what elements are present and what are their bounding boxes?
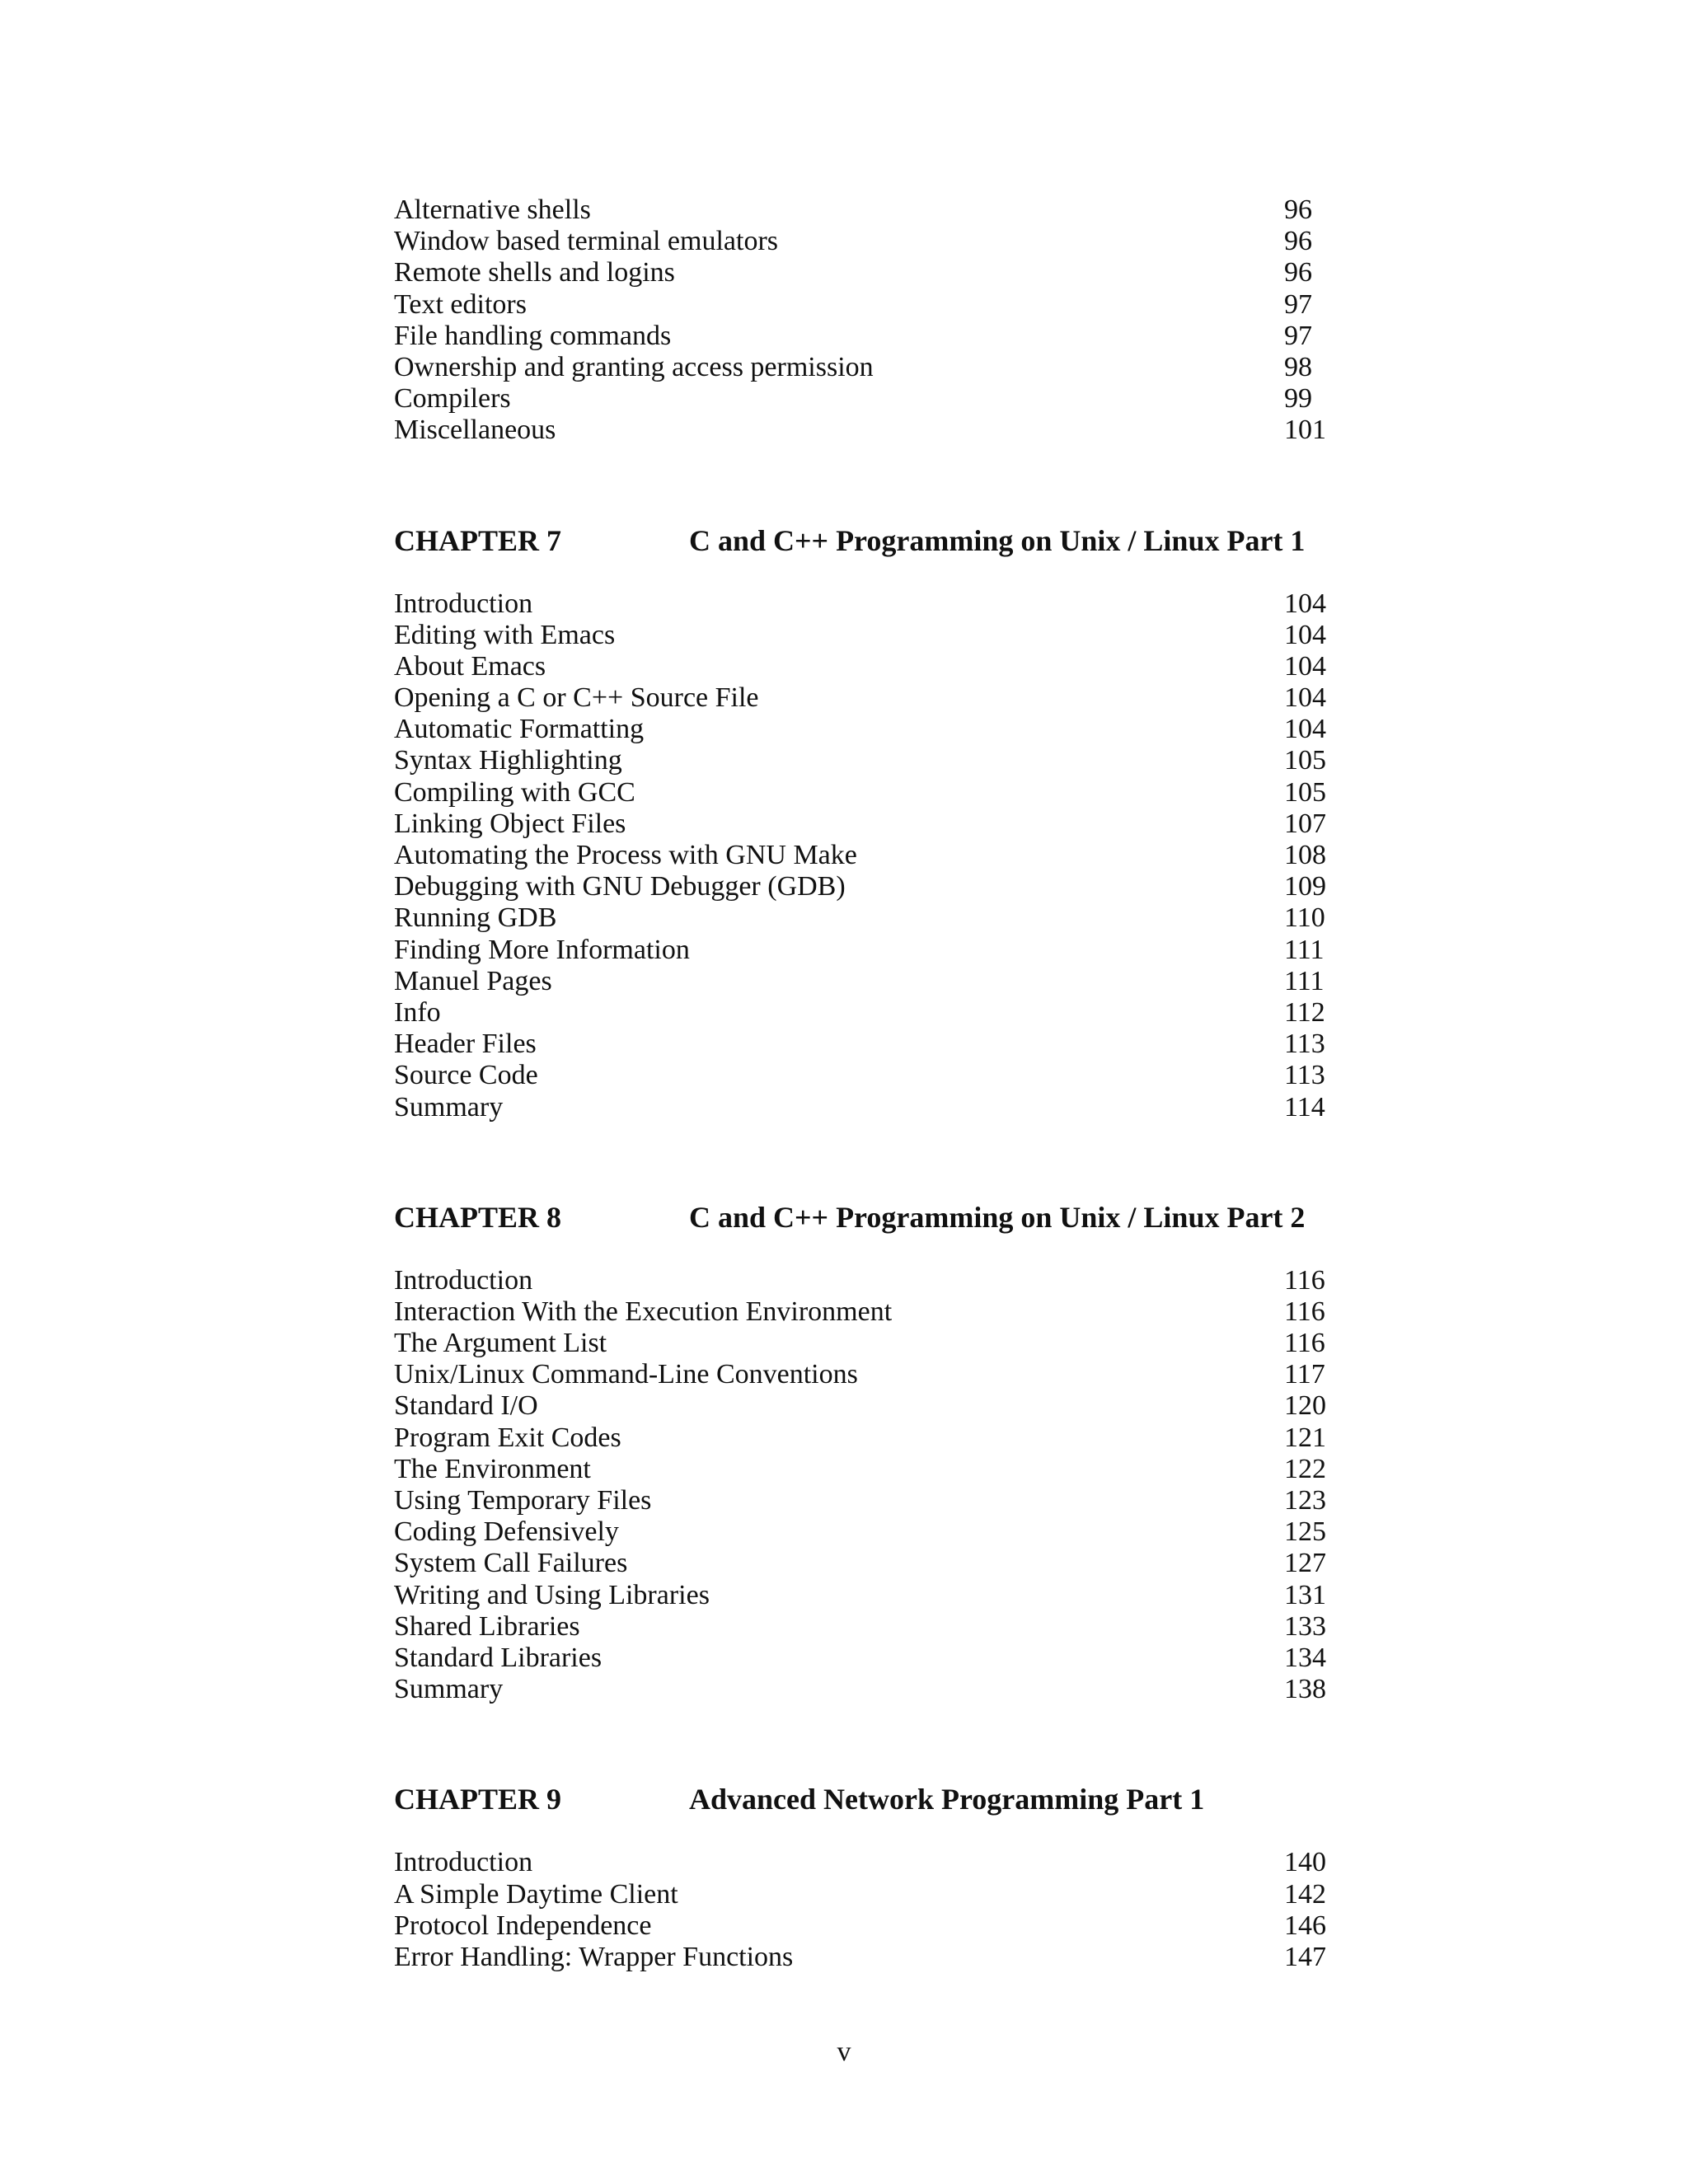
toc-entry-title: Automatic Formatting xyxy=(394,714,645,745)
toc-entry xyxy=(394,383,1327,415)
toc-entry-title: Standard I/O xyxy=(394,1390,538,1422)
chapter-label: CHAPTER 8 xyxy=(394,1200,562,1234)
toc-entry xyxy=(394,1422,1327,1454)
toc-entry xyxy=(394,1516,1327,1548)
toc-entry-page: 116 xyxy=(1284,1328,1325,1359)
page-number: v xyxy=(837,2036,851,2067)
toc-entry-page: 122 xyxy=(1284,1453,1326,1484)
chapter-title: Advanced Network Programming Part 1 xyxy=(689,1783,1205,1816)
toc-entry-title: Introduction xyxy=(394,1264,533,1296)
toc-entry-page: 113 xyxy=(1284,1029,1325,1060)
toc-entry xyxy=(394,808,1327,840)
toc-entry-title: Shared Libraries xyxy=(394,1610,580,1642)
toc-entry-title: Interaction With the Execution Environment xyxy=(394,1296,893,1327)
toc-entry xyxy=(394,966,1327,997)
toc-entry-title: Introduction xyxy=(394,1847,533,1878)
toc-entry-title: Syntax Highlighting xyxy=(394,745,622,776)
toc-entry-page: 111 xyxy=(1284,934,1325,965)
toc-entry-page: 138 xyxy=(1284,1674,1326,1705)
toc-entry xyxy=(394,902,1327,934)
toc-entry xyxy=(394,1548,1327,1579)
toc-entry xyxy=(394,682,1327,714)
section-spacer xyxy=(394,1234,1327,1265)
toc-entry-page: 111 xyxy=(1284,965,1325,996)
toc-entry xyxy=(394,1879,1327,1910)
toc-entry xyxy=(394,777,1327,808)
toc-entry xyxy=(394,194,1327,226)
toc-entry-title: Compiling with GCC xyxy=(394,776,635,808)
toc-entry xyxy=(394,840,1327,871)
toc-entry-title: Summary xyxy=(394,1091,504,1122)
toc-entry-title: Source Code xyxy=(394,1060,538,1091)
toc-entry xyxy=(394,1580,1327,1611)
toc-entry-title: Summary xyxy=(394,1674,504,1705)
toc-entry-page: 96 xyxy=(1284,226,1312,257)
toc-entry-page: 142 xyxy=(1284,1878,1326,1910)
toc-entry-page: 113 xyxy=(1284,1060,1325,1091)
toc-entry-page: 98 xyxy=(1284,351,1312,382)
toc-entry xyxy=(394,588,1327,620)
section-spacer xyxy=(394,1123,1327,1201)
toc-entry xyxy=(394,1611,1327,1643)
toc-entry-page: 110 xyxy=(1284,902,1325,934)
section-spacer xyxy=(394,447,1327,524)
toc-entry-title: Remote shells and logins xyxy=(394,257,675,288)
toc-entry-page: 105 xyxy=(1284,776,1326,808)
toc-entry-page: 101 xyxy=(1284,415,1326,446)
toc-entry xyxy=(394,620,1327,651)
toc-entry-page: 134 xyxy=(1284,1642,1326,1673)
toc-entry xyxy=(394,321,1327,352)
toc-entry-page: 146 xyxy=(1284,1910,1326,1941)
toc-entry-title: Ownership and granting access permission xyxy=(394,351,874,382)
toc-entry-title: A Simple Daytime Client xyxy=(394,1878,678,1910)
toc-entry-title: Error Handling: Wrapper Functions xyxy=(394,1941,794,1972)
toc-entry-page: 104 xyxy=(1284,619,1326,650)
section-spacer xyxy=(394,1816,1327,1847)
toc-entry-title: Linking Object Files xyxy=(394,808,626,839)
toc-entry xyxy=(394,1060,1327,1091)
toc-entry-page: 104 xyxy=(1284,650,1326,682)
toc-entry xyxy=(394,352,1327,383)
toc-entry xyxy=(394,1265,1327,1296)
toc-entry-page: 96 xyxy=(1284,257,1312,288)
toc-entry xyxy=(394,1359,1327,1390)
table-of-contents xyxy=(394,194,1327,1973)
toc-entry xyxy=(394,1847,1327,1878)
toc-entry xyxy=(394,226,1327,257)
toc-entry-page: 99 xyxy=(1284,383,1312,415)
toc-entry-title: Manuel Pages xyxy=(394,965,552,996)
toc-entry-title: File handling commands xyxy=(394,320,672,351)
chapter-label: CHAPTER 9 xyxy=(394,1783,562,1816)
toc-entry-title: Standard Libraries xyxy=(394,1642,603,1673)
toc-entry-page: 125 xyxy=(1284,1516,1326,1548)
toc-entry xyxy=(394,415,1327,446)
chapter-label: CHAPTER 7 xyxy=(394,523,562,557)
toc-entry-title: The Argument List xyxy=(394,1328,607,1359)
toc-entry xyxy=(394,1092,1327,1123)
toc-entry-title: Alternative shells xyxy=(394,194,591,225)
chapter-heading xyxy=(394,524,1327,557)
toc-entry-title: Compilers xyxy=(394,383,511,415)
toc-entry-page: 109 xyxy=(1284,871,1326,902)
section-spacer xyxy=(394,557,1327,588)
toc-entry-title: Coding Defensively xyxy=(394,1516,619,1548)
toc-entry xyxy=(394,1942,1327,1973)
toc-entry-page: 121 xyxy=(1284,1422,1326,1453)
toc-entry xyxy=(394,289,1327,321)
section-spacer xyxy=(394,1705,1327,1783)
chapter-title: C and C++ Programming on Unix / Linux Part 2 xyxy=(689,1200,1306,1234)
toc-entry-title: Using Temporary Files xyxy=(394,1485,652,1516)
toc-entry-title: Introduction xyxy=(394,588,533,619)
chapter-heading xyxy=(394,1783,1327,1816)
toc-entry-page: 147 xyxy=(1284,1941,1326,1972)
toc-entry-title: System Call Failures xyxy=(394,1548,628,1579)
chapter-heading xyxy=(394,1201,1327,1234)
toc-entry-title: Writing and Using Libraries xyxy=(394,1579,710,1610)
toc-entry-title: Automating the Process with GNU Make xyxy=(394,840,857,870)
toc-entry-title: Header Files xyxy=(394,1029,537,1060)
toc-entry-title: Program Exit Codes xyxy=(394,1422,621,1453)
toc-entry xyxy=(394,745,1327,776)
toc-entry-page: 97 xyxy=(1284,320,1312,351)
toc-entry-page: 104 xyxy=(1284,682,1326,714)
toc-entry-page: 105 xyxy=(1284,745,1326,776)
toc-entry-title: Editing with Emacs xyxy=(394,619,616,650)
toc-entry-page: 116 xyxy=(1284,1264,1325,1296)
toc-entry xyxy=(394,257,1327,288)
toc-entry-page: 97 xyxy=(1284,288,1312,320)
toc-entry xyxy=(394,1454,1327,1485)
toc-entry-title: About Emacs xyxy=(394,650,546,682)
toc-entry-page: 107 xyxy=(1284,808,1326,839)
toc-entry-title: Window based terminal emulators xyxy=(394,226,779,257)
toc-entry xyxy=(394,651,1327,682)
toc-entry xyxy=(394,935,1327,966)
toc-entry xyxy=(394,1485,1327,1516)
toc-entry xyxy=(394,1328,1327,1359)
toc-entry-page: 133 xyxy=(1284,1610,1326,1642)
toc-entry-page: 104 xyxy=(1284,588,1326,619)
toc-entry-title: Finding More Information xyxy=(394,934,690,965)
toc-entry xyxy=(394,1296,1327,1328)
toc-entry-title: Protocol Independence xyxy=(394,1910,652,1941)
toc-entry-page: 127 xyxy=(1284,1548,1326,1579)
toc-entry-title: Unix/Linux Command-Line Conventions xyxy=(394,1359,858,1390)
toc-entry xyxy=(394,1390,1327,1422)
toc-entry-page: 114 xyxy=(1284,1091,1325,1122)
toc-entry xyxy=(394,1910,1327,1942)
toc-entry-page: 116 xyxy=(1284,1296,1325,1327)
toc-entry-title: The Environment xyxy=(394,1453,591,1484)
toc-entry-page: 108 xyxy=(1284,840,1326,870)
toc-entry-page: 123 xyxy=(1284,1485,1326,1516)
toc-entry-page: 131 xyxy=(1284,1579,1326,1610)
toc-entry xyxy=(394,714,1327,745)
toc-entry xyxy=(394,871,1327,902)
toc-entry-title: Running GDB xyxy=(394,902,557,934)
toc-entry-page: 117 xyxy=(1284,1359,1325,1390)
toc-entry-page: 140 xyxy=(1284,1847,1326,1878)
toc-entry-title: Miscellaneous xyxy=(394,415,556,446)
toc-entry-title: Debugging with GNU Debugger (GDB) xyxy=(394,871,846,902)
toc-entry-page: 112 xyxy=(1284,996,1325,1028)
toc-entry-title: Info xyxy=(394,996,441,1028)
toc-entry-page: 104 xyxy=(1284,714,1326,745)
toc-entry-title: Opening a C or C++ Source File xyxy=(394,682,759,714)
toc-entry xyxy=(394,1674,1327,1705)
toc-entry-title: Text editors xyxy=(394,288,527,320)
toc-entry xyxy=(394,1643,1327,1674)
toc-entry-page: 96 xyxy=(1284,194,1312,225)
chapter-title: C and C++ Programming on Unix / Linux Part 1 xyxy=(689,523,1306,557)
toc-entry xyxy=(394,997,1327,1029)
toc-entry-page: 120 xyxy=(1284,1390,1326,1422)
toc-entry xyxy=(394,1029,1327,1060)
